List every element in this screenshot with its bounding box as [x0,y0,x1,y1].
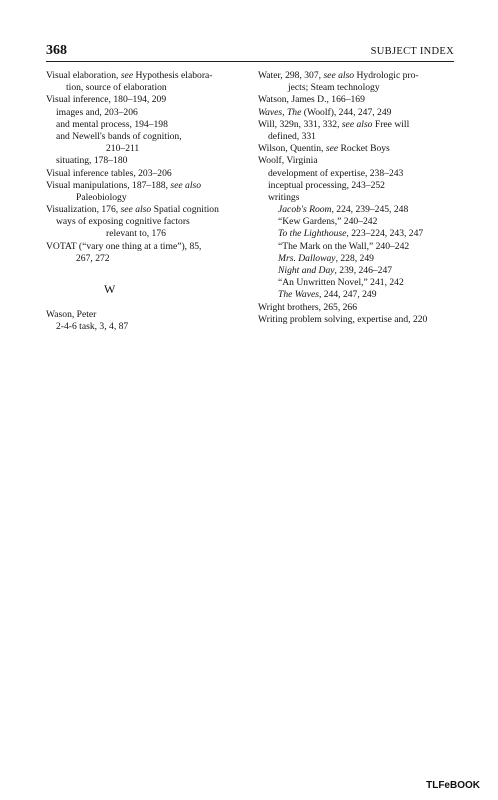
index-subsubentry: Mrs. Dalloway, 228, 249 [278,252,374,264]
index-subsubentry: The Waves, 244, 247, 249 [278,289,377,301]
index-subsubentry: “The Mark on the Wall,” 240–242 [278,240,410,252]
index-subentry: images and, 203–206 [56,106,138,118]
index-subentry: defined, 331 [268,130,316,142]
section-letter: W [104,282,116,296]
running-head: SUBJECT INDEX [370,46,454,57]
index-subentry: writings [268,191,300,203]
index-entry-continuation: tion, source of elaboration [66,82,167,94]
index-entry: Visual elaboration, see Hypothesis elabora- [46,70,213,81]
index-subsubentry: “Kew Gardens,” 240–242 [278,216,378,228]
index-subentry: situating, 178–180 [56,155,128,167]
index-entry: Visualization, 176, see also Spatial cognition [46,204,219,216]
index-column-left [46,70,246,333]
index-entry: VOTAT (“vary one thing at a time”), 85, [46,240,202,252]
index-subentry: ways of exposing cognitive factors [56,216,190,228]
index-subsubentry: Jacob's Room, 224, 239–245, 248 [278,204,409,216]
index-entry: Visual manipulations, 187–188, see also [46,179,202,191]
index-entry: Writing problem solving, expertise and, 220 [258,313,428,325]
index-subsubentry: Night and Day, 239, 246–247 [278,265,393,276]
index-subentry: inceptual processing, 243–252 [268,179,385,191]
index-subentry: 2-4-6 task, 3, 4, 87 [56,321,129,333]
index-entry-continuation: Paleobiology [76,191,127,203]
page-number: 368 [46,43,67,58]
index-entry-continuation: relevant to, 176 [106,228,166,240]
index-entry: Woolf, Virginia [258,155,318,167]
index-entry: Wilson, Quentin, see Rocket Boys [258,143,390,155]
index-entry: Water, 298, 307, see also Hydrologic pro- [258,70,419,81]
index-subentry: development of expertise, 238–243 [268,167,404,179]
index-entry-continuation: 210–211 [106,143,140,155]
index-subentry: and Newell's bands of cognition, [56,130,182,142]
index-subsubentry: “An Unwritten Novel,” 241, 242 [278,277,404,289]
index-subentry: and mental process, 194–198 [56,118,168,130]
index-entry: Visual inference, 180–194, 209 [46,94,167,106]
index-entry: Waves, The (Woolf), 244, 247, 249 [258,106,392,118]
index-entry: Visual inference tables, 203–206 [46,167,172,179]
footer-watermark: TLFeBOOK [426,780,480,791]
index-subsubentry: To the Lighthouse, 223–224, 243, 247 [278,228,424,240]
index-entry: Wright brothers, 265, 266 [258,301,358,313]
index-entry: Will, 329n, 331, 332, see also Free will [258,118,410,130]
index-column-right [258,70,458,326]
index-entry: Wason, Peter [46,309,97,320]
index-entry: Watson, James D., 166–169 [258,94,365,106]
index-entry-continuation: jects; Steam technology [288,82,380,94]
index-entry-continuation: 267, 272 [76,252,110,264]
page-header [46,43,454,62]
